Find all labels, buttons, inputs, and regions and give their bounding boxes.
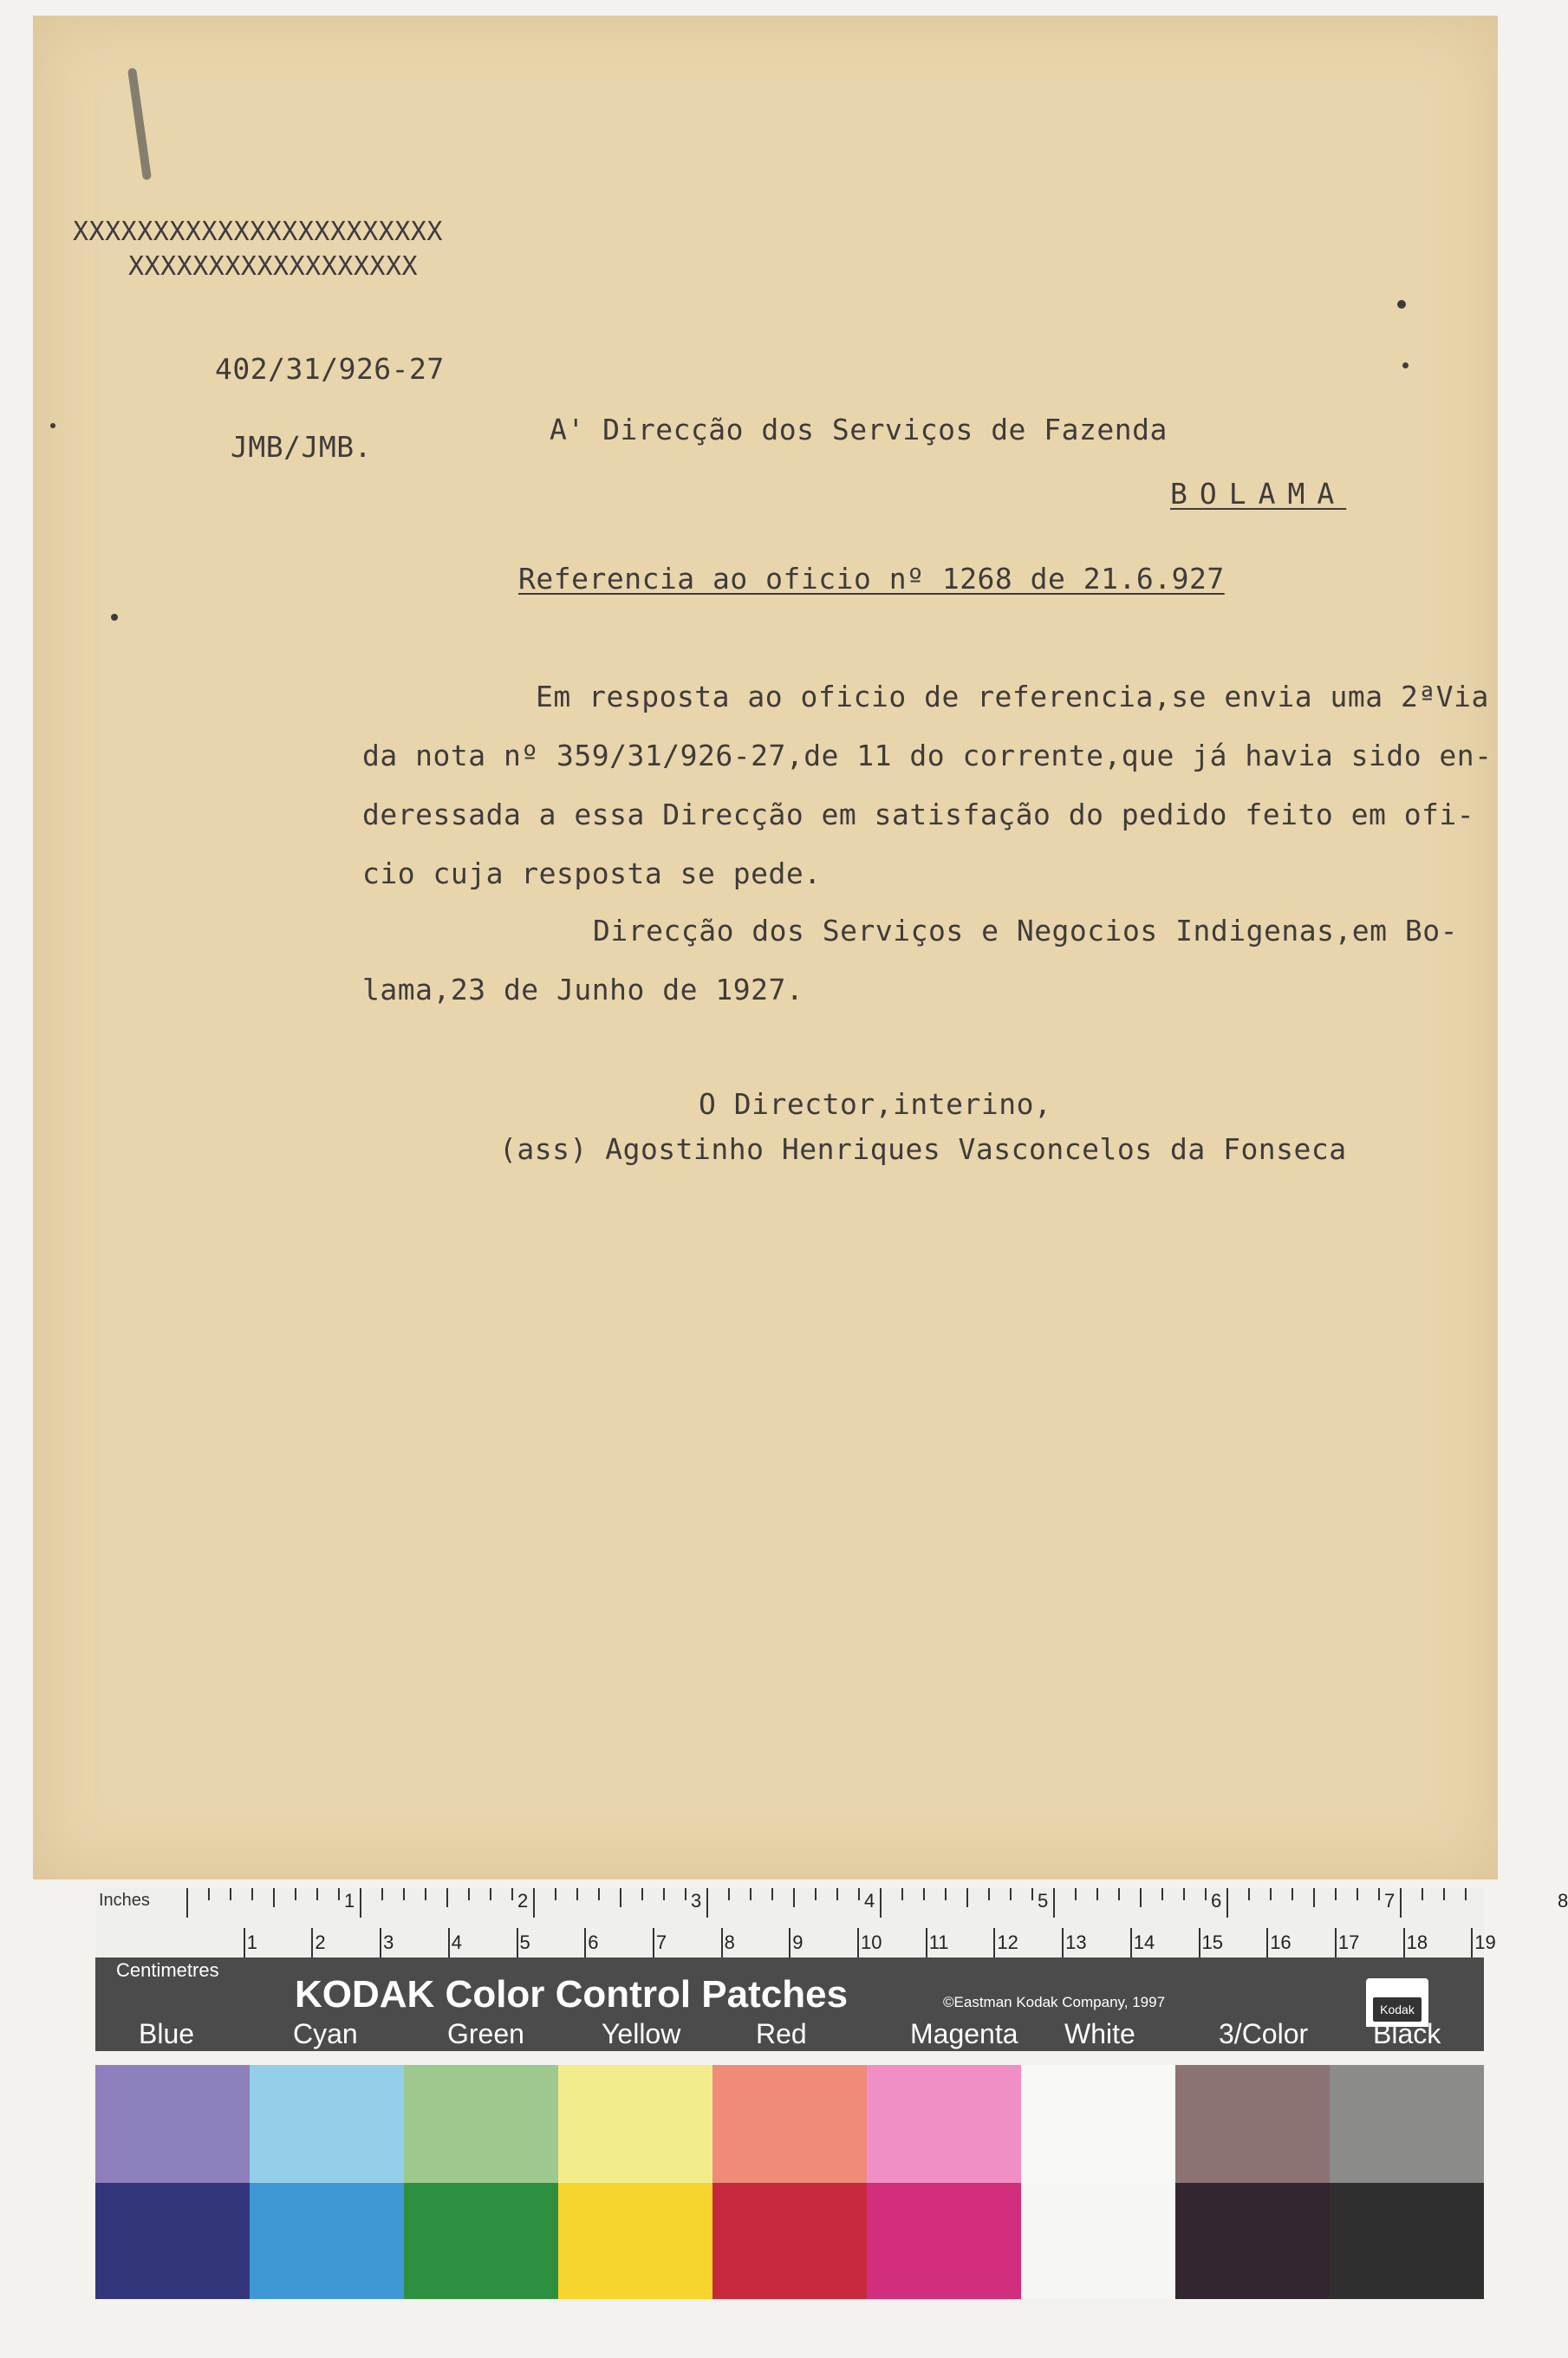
patch-label: Magenta <box>910 2018 1018 2049</box>
inch-number: 2 <box>517 1890 529 1912</box>
cm-number: 12 <box>997 1931 1018 1953</box>
ruler-tick <box>1313 1888 1315 1907</box>
inch-number: 3 <box>691 1890 702 1912</box>
patch-white-light <box>1021 2065 1175 2183</box>
patch-label: Black <box>1373 2018 1441 2049</box>
patch-magenta-dark <box>867 2183 1021 2299</box>
body-line-4: cio cuja resposta se pede. <box>362 857 822 890</box>
ink-speck <box>1397 300 1406 309</box>
patch-label: Cyan <box>293 2018 358 2049</box>
cm-number: 3 <box>383 1931 394 1953</box>
ruler-tick <box>1422 1888 1423 1900</box>
ruler-tick <box>425 1888 426 1900</box>
cm-number: 7 <box>655 1931 667 1953</box>
ruler-tick <box>295 1888 296 1900</box>
pencil-mark <box>127 68 152 180</box>
inch-number: 6 <box>1211 1890 1222 1912</box>
patch-label: Blue <box>139 2018 195 2049</box>
ruler-tick <box>880 1888 882 1918</box>
subject-line: Referencia ao oficio nº 1268 de 21.6.927 <box>518 562 1225 596</box>
ruler-tick <box>663 1888 665 1900</box>
ruler-tick <box>966 1888 968 1907</box>
patch-green-dark <box>404 2183 558 2299</box>
patch-blue-dark <box>95 2183 250 2299</box>
ruler-tick <box>1053 1888 1055 1918</box>
ruler-tick-cm <box>857 1928 859 1957</box>
ruler-tick <box>1161 1888 1163 1900</box>
cm-number: 4 <box>451 1931 463 1953</box>
patch-3-color-dark <box>1175 2183 1330 2299</box>
patch-label: Yellow <box>602 2018 681 2049</box>
ruler-tick <box>468 1888 470 1900</box>
patch-label: Red <box>756 2018 807 2049</box>
patch-blue-light <box>95 2065 250 2183</box>
ruler-tick <box>1031 1888 1033 1900</box>
document-page <box>33 16 1498 1879</box>
cm-number: 5 <box>519 1931 530 1953</box>
ruler-tick <box>836 1888 838 1900</box>
cm-number: 6 <box>588 1931 599 1953</box>
ink-speck <box>50 423 55 428</box>
ruler-tick <box>641 1888 643 1900</box>
ruler-tick <box>1248 1888 1250 1900</box>
ruler-tick <box>988 1888 990 1900</box>
body-line-1: Em resposta ao oficio de referencia,se envia uma 2ªVia <box>536 680 1489 713</box>
patch-yellow-dark <box>558 2183 712 2299</box>
ruler-tick-cm <box>1199 1928 1200 1957</box>
ruler-tick <box>230 1888 231 1900</box>
signature-name: (ass) Agostinho Henriques Vasconcelos da Fonseca <box>499 1132 1347 1166</box>
inch-number: 8 <box>1558 1890 1568 1912</box>
patch-black-dark <box>1330 2183 1484 2299</box>
ruler-tick <box>901 1888 903 1900</box>
ruler-tick <box>1335 1888 1337 1900</box>
ruler-tick-cm <box>926 1928 927 1957</box>
patch-label: White <box>1064 2018 1135 2049</box>
cm-number: 16 <box>1270 1931 1291 1953</box>
place-bolama: BOLAMA <box>1170 477 1347 511</box>
cm-number: 19 <box>1474 1931 1496 1953</box>
inch-number: 7 <box>1384 1890 1396 1912</box>
kodak-color-target <box>95 1888 1568 2304</box>
ruler-tick-cm <box>1471 1928 1473 1957</box>
ruler-tick <box>1118 1888 1120 1900</box>
patch-label: Green <box>447 2018 524 2049</box>
kodak-logo-text: Kodak <box>1373 1997 1422 2022</box>
ruler-tick <box>511 1888 513 1900</box>
ruler-tick <box>186 1888 188 1918</box>
ruler-tick <box>316 1888 318 1900</box>
ink-speck <box>111 614 118 621</box>
inch-number: 1 <box>344 1890 355 1912</box>
patch-green-light <box>404 2065 558 2183</box>
patch-magenta-light <box>867 2065 1021 2183</box>
ruler-tick <box>1010 1888 1012 1900</box>
ruler-tick <box>1400 1888 1402 1918</box>
ruler-tick <box>1183 1888 1185 1900</box>
ruler-tick <box>208 1888 210 1900</box>
ruler-tick-cm <box>1335 1928 1337 1957</box>
ruler-tick <box>1378 1888 1380 1900</box>
ruler-tick <box>1205 1888 1207 1900</box>
ruler-tick-cm <box>1403 1928 1405 1957</box>
ruler-tick-cm <box>789 1928 791 1957</box>
ruler-tick <box>1465 1888 1467 1900</box>
copyright: ©Eastman Kodak Company, 1997 <box>943 1994 1166 2010</box>
ruler-tick <box>923 1888 925 1900</box>
ruler-tick <box>251 1888 253 1900</box>
ruler-tick <box>815 1888 817 1900</box>
signature-title: O Director,interino, <box>699 1087 1052 1121</box>
ruler-tick <box>403 1888 405 1900</box>
ruler-tick <box>728 1888 730 1900</box>
ruler-tick <box>1291 1888 1293 1900</box>
cm-number: 14 <box>1133 1931 1155 1953</box>
ruler-tick <box>338 1888 340 1900</box>
cm-number: 8 <box>724 1931 735 1953</box>
ruler-tick <box>1270 1888 1272 1900</box>
ruler-tick <box>273 1888 275 1907</box>
cm-number: 11 <box>928 1931 949 1953</box>
reference-number: 402/31/926-27 <box>215 352 445 386</box>
ruler-tick <box>576 1888 578 1900</box>
crossed-out-line-1: XXXXXXXXXXXXXXXXXXXXXXX <box>73 217 443 247</box>
ruler-tick-cm <box>448 1928 450 1957</box>
ruler-tick <box>1226 1888 1228 1918</box>
patch-red-light <box>712 2065 867 2183</box>
crossed-out-line-2: XXXXXXXXXXXXXXXXXX <box>128 251 419 282</box>
cm-number: 9 <box>792 1931 804 1953</box>
ruler-tick <box>533 1888 535 1918</box>
ruler-tick <box>945 1888 947 1900</box>
patch-label: 3/Color <box>1219 2018 1309 2049</box>
addressee: A' Direcção dos Serviços de Fazenda <box>550 413 1168 446</box>
cm-number: 1 <box>246 1931 257 1953</box>
patch-cyan-dark <box>250 2183 404 2299</box>
ruler-tick <box>685 1888 686 1900</box>
cm-number: 13 <box>1065 1931 1087 1953</box>
ruler-tick <box>1357 1888 1358 1900</box>
ruler-tick-cm <box>584 1928 586 1957</box>
ruler-tick <box>1443 1888 1445 1900</box>
patch-white-dark <box>1021 2183 1175 2299</box>
body-line-6: lama,23 de Junho de 1927. <box>362 973 804 1006</box>
cm-number: 15 <box>1201 1931 1223 1953</box>
ruler-tick-cm <box>380 1928 381 1957</box>
ruler-tick-cm <box>1062 1928 1064 1957</box>
ruler-tick <box>1075 1888 1077 1900</box>
ruler-tick <box>706 1888 708 1918</box>
centimetres-label: Centimetres <box>116 1959 219 1981</box>
body-line-2: da nota nº 359/31/926-27,de 11 do corrente,que já havia sido en- <box>362 739 1493 772</box>
initials: JMB/JMB. <box>231 430 372 464</box>
ruler-tick <box>750 1888 751 1900</box>
ruler-tick <box>1140 1888 1142 1907</box>
ruler-tick <box>1096 1888 1098 1900</box>
patch-labels <box>95 2018 1484 2051</box>
ruler-tick <box>446 1888 448 1907</box>
cm-number: 17 <box>1337 1931 1360 1953</box>
ink-speck <box>1402 362 1409 368</box>
ruler-tick <box>381 1888 383 1900</box>
cm-number: 10 <box>861 1931 882 1953</box>
ruler-tick <box>490 1888 491 1900</box>
ruler-tick <box>620 1888 621 1907</box>
ruler-tick-cm <box>653 1928 654 1957</box>
patch-red-dark <box>712 2183 867 2299</box>
ruler-tick <box>598 1888 600 1900</box>
patch-cyan-light <box>250 2065 404 2183</box>
cm-number: 18 <box>1406 1931 1428 1953</box>
ruler-tick <box>858 1888 860 1900</box>
ruler-tick-cm <box>311 1928 313 1957</box>
body-line-5: Direcção dos Serviços e Negocios Indigenas,em Bo- <box>593 914 1459 948</box>
ruler <box>95 1888 1568 1958</box>
cm-number: 2 <box>315 1931 326 1953</box>
ruler-tick-cm <box>1266 1928 1268 1957</box>
target-title: KODAK Color Control Patches <box>295 1973 849 2016</box>
ruler-tick-cm <box>993 1928 995 1957</box>
patch-black-light <box>1330 2065 1484 2183</box>
ruler-tick-cm <box>517 1928 518 1957</box>
inch-number: 4 <box>864 1890 875 1912</box>
ruler-tick-cm <box>244 1928 245 1957</box>
ruler-tick-cm <box>721 1928 723 1957</box>
ruler-tick <box>771 1888 773 1900</box>
inches-label: Inches <box>99 1891 150 1910</box>
ruler-tick <box>360 1888 361 1918</box>
inch-number: 5 <box>1038 1890 1049 1912</box>
ruler-tick-cm <box>1130 1928 1132 1957</box>
patch-3-color-light <box>1175 2065 1330 2183</box>
ruler-tick <box>555 1888 556 1900</box>
ruler-tick <box>793 1888 795 1907</box>
body-line-3: deressada a essa Direcção em satisfação do pedido feito em ofi- <box>362 798 1475 831</box>
patch-yellow-light <box>558 2065 712 2183</box>
